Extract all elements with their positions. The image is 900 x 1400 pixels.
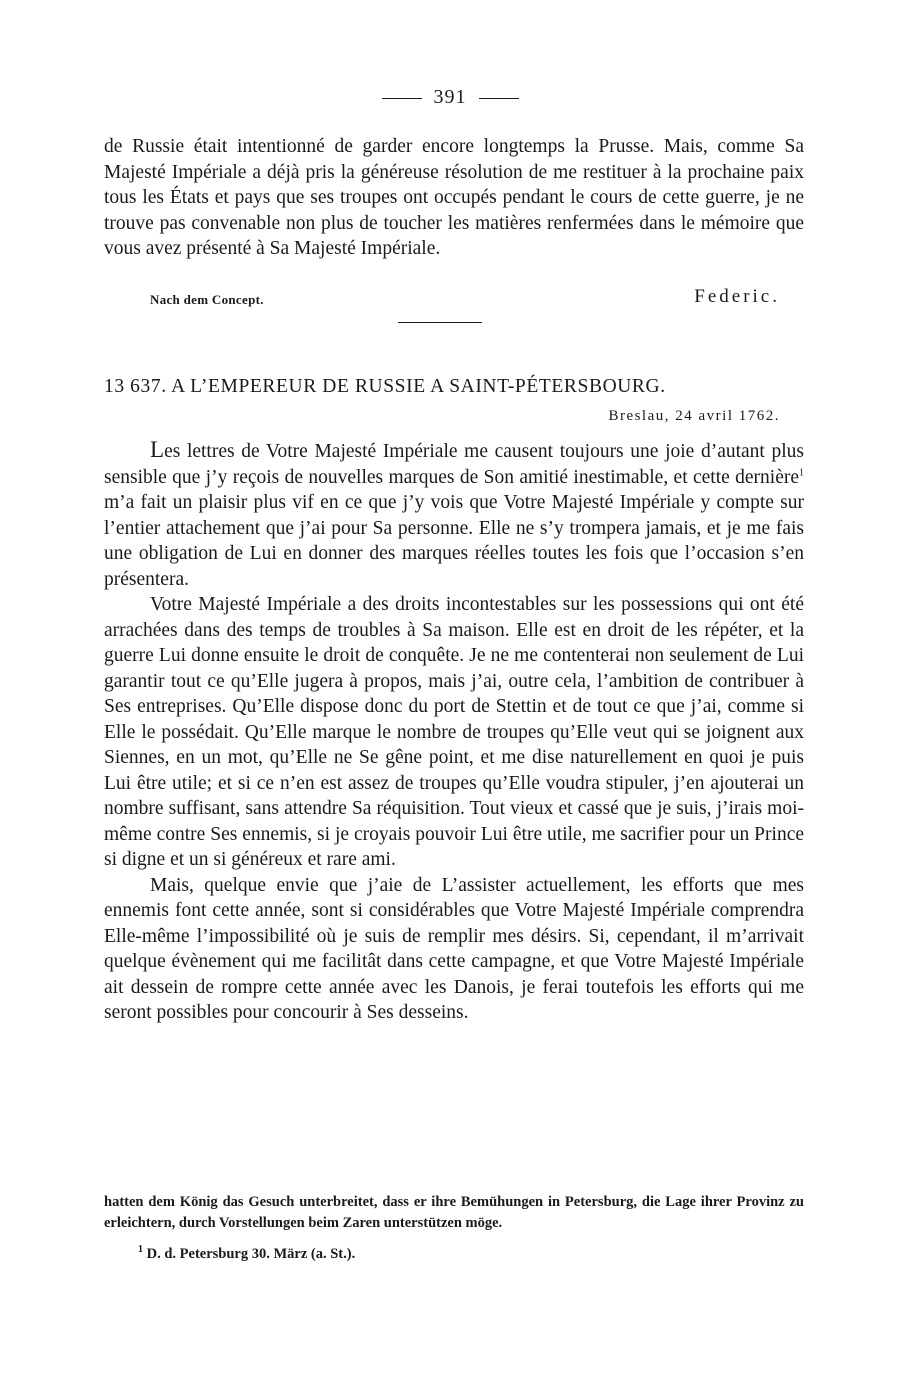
footnote-ref-1: 1 (799, 467, 804, 478)
letter-body (104, 437, 804, 1026)
footnote-carryover: hatten dem König das Gesuch unterbreitet, dass er ihre Bemühungen in Petersburg, die Lage ihrer Provinz zu erleichtern, durch Vorstellungen beim Zaren unterstützen möge. (104, 1194, 804, 1231)
section-divider (398, 322, 482, 323)
footnotes (104, 1192, 804, 1265)
drop-cap: L (150, 437, 165, 462)
header-rule-right (479, 98, 519, 99)
continuation-paragraph: de Russie était intentionné de garder encore longtemps la Prusse. Mais, comme Sa Majesté Impériale a déjà pris la généreuse résolution de me restituer à la prochaine paix tous les États et pays que ses troupes ont occupés pendant le cours de cette guerre, je ne trouve pas convenable non plus de toucher les matières renfermées dans le mémoire que vous avez présenté à Sa Majesté Impériale. (104, 136, 804, 259)
closing-row (150, 286, 780, 310)
footnote-1 (104, 1244, 804, 1265)
letter-paragraph-1 (104, 437, 804, 592)
page-header (0, 86, 900, 109)
footnote-1-text: D. d. Petersburg 30. März (a. St.). (143, 1246, 356, 1262)
letter-heading: 13 637. A L’EMPEREUR DE RUSSIE A SAINT-PÉTERSBOURG. (104, 376, 666, 397)
source-note: Nach dem Concept. (150, 292, 264, 307)
previous-letter-ending (104, 134, 804, 262)
footnote-1-marker: 1 (138, 1244, 143, 1256)
page-number: 391 (433, 86, 467, 108)
letter-paragraph-3: Mais, quelque envie que j’aie de L’assister actuellement, les efforts que mes ennemis font cette année, sont si considérables que Votre Majesté Impériale comprendra Elle-même l’impossibilité où je suis de remplir mes désirs. Si, cependant, il m’arrivait quelque évènement qui me facilitât dans cette campagne, et que Votre Majesté Impériale ait dessein de rompre cette année avec les Danois, je ferai toutefois les efforts qui me seront possibles pour concourir à Ses desseins. (104, 874, 804, 1023)
paragraph-1-text-b: m’a fait un plaisir plus vif en ce que j’y vois que Votre Majesté Impériale y compte sur l’entier attachement que j’ai pour Sa personne. Elle ne s’y trompera jamais, et je me fais une obligation de Lui en donner des marques réelles toutes les fois que l’occasion s’en présentera. (104, 492, 804, 590)
paragraph-1-text-a: es lettres de Votre Majesté Impériale me causent toujours une joie d’autant plus sensible que j’y reçois de nouvelles marques de Son amitié inestimable, et cette dernière (104, 441, 804, 488)
signature: Federic. (694, 286, 780, 307)
header-rule-left (382, 98, 422, 99)
letter-paragraph-2: Votre Majesté Impériale a des droits incontestables sur les possessions qui ont été arrachées dans des temps de troubles à Sa maison. Elle est en droit de les répéter, et la guerre Lui donne ensuite le droit de conquête. Je ne me contenterai non seulement de Lui garantir tout ce qu’Elle jugera à propos, mais j’ai, outre cela, l’ambition de contribuer à Ses entreprises. Qu’Elle dispose donc du port de Stettin et de tout ce que j’ai, comme si Elle le possédait. Qu’Elle marque le nombre de troupes qu’Elle veut qui se joignent aux Siennes, en un mot, qu’Elle ne Se gêne point, et me dise naturellement en quoi je puis Lui être utile; et si ce n’en est assez de troupes qu’Elle voudra stipuler, j’en ajouterai un nombre suffisant, sans attendre Sa réquisition. Tout vieux et cassé que je suis, j’irais moi-même contre Ses ennemis, si je croyais pouvoir Lui être utile, me sacrifier pour un Prince si digne et un si généreux et rare ami. (104, 594, 804, 870)
letter-dateline: Breslau, 24 avril 1762. (608, 408, 780, 424)
